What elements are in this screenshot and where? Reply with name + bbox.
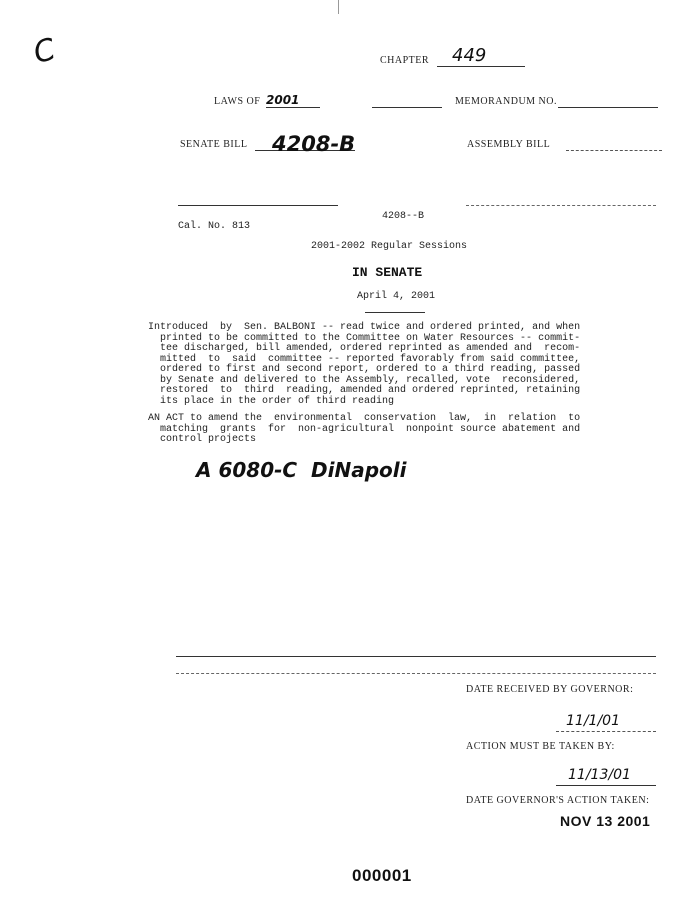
introduced-line: its place in the order of third reading xyxy=(148,395,395,407)
page-number: 000001 xyxy=(352,866,412,885)
bottom-rule-2 xyxy=(176,673,656,674)
senate-bill-value: 4208-B xyxy=(272,132,356,156)
introduced-line: tee discharged, bill amended, ordered reprinted as amended and recom- xyxy=(148,343,581,354)
bottom-rule-1 xyxy=(176,656,656,657)
date-underline xyxy=(365,312,425,313)
received-value: 11/1/01 xyxy=(566,713,620,729)
action-by-value: 11/13/01 xyxy=(568,767,631,783)
introduced-paragraph xyxy=(148,323,580,407)
memo-blank-left xyxy=(372,107,442,108)
introduced-line: restored to third reading, amended and ordered reprinted, retaining xyxy=(148,385,581,396)
assembly-bill-underline xyxy=(566,150,662,151)
received-label: DATE RECEIVED BY GOVERNOR: xyxy=(466,684,634,695)
laws-label: LAWS OF xyxy=(214,96,261,107)
action-by-label: ACTION MUST BE TAKEN BY: xyxy=(466,741,615,752)
introduced-line: by Senate and delivered to the Assembly, recalled, vote reconsidered, xyxy=(148,374,581,386)
separator-right xyxy=(466,205,656,206)
action-taken-stamp: NOV 13 2001 xyxy=(560,813,651,829)
laws-underline xyxy=(266,107,320,108)
introduced-line: ordered to first and second report, ordered to a third reading, passed xyxy=(148,364,581,375)
bill-date: April 4, 2001 xyxy=(357,291,436,302)
memorandum-underline xyxy=(558,107,658,108)
action-taken-label: DATE GOVERNOR'S ACTION TAKEN: xyxy=(466,795,650,806)
act-line: AN ACT to amend the environmental conservation law, in relation to xyxy=(148,413,581,424)
separator-left xyxy=(178,205,338,206)
introduced-line: mitted to said committee -- reported favorably from said committee, xyxy=(148,353,581,365)
received-underline xyxy=(556,731,656,732)
chapter-label: CHAPTER xyxy=(380,55,430,66)
introduced-line: printed to be committed to the Committee on Water Resources -- commit- xyxy=(148,332,581,344)
chapter-underline xyxy=(437,66,525,67)
assembly-bill-handwritten-note: A 6080-C DiNapoli xyxy=(196,458,407,482)
assembly-bill-label: ASSEMBLY BILL xyxy=(467,139,551,150)
calendar-number: Cal. No. 813 xyxy=(178,221,251,232)
action-by-underline xyxy=(556,785,656,786)
memorandum-label: MEMORANDUM NO. xyxy=(455,96,558,107)
bill-number: 4208--B xyxy=(382,211,425,222)
act-paragraph xyxy=(148,414,580,446)
fold-mark xyxy=(338,0,339,14)
margin-handwriting: C xyxy=(29,31,60,72)
introduced-line: Introduced by Sen. BALBONI -- read twice and ordered printed, and when xyxy=(148,322,581,333)
act-line: matching grants for non-agricultural nonpoint source abatement and xyxy=(148,423,581,435)
senate-bill-label: SENATE BILL xyxy=(180,139,248,150)
house-title: IN SENATE xyxy=(352,265,423,280)
laws-value: 2001 xyxy=(266,93,300,107)
chapter-value: 449 xyxy=(452,45,487,66)
act-line: control projects xyxy=(148,434,257,445)
session-title: 2001-2002 Regular Sessions xyxy=(311,241,468,252)
